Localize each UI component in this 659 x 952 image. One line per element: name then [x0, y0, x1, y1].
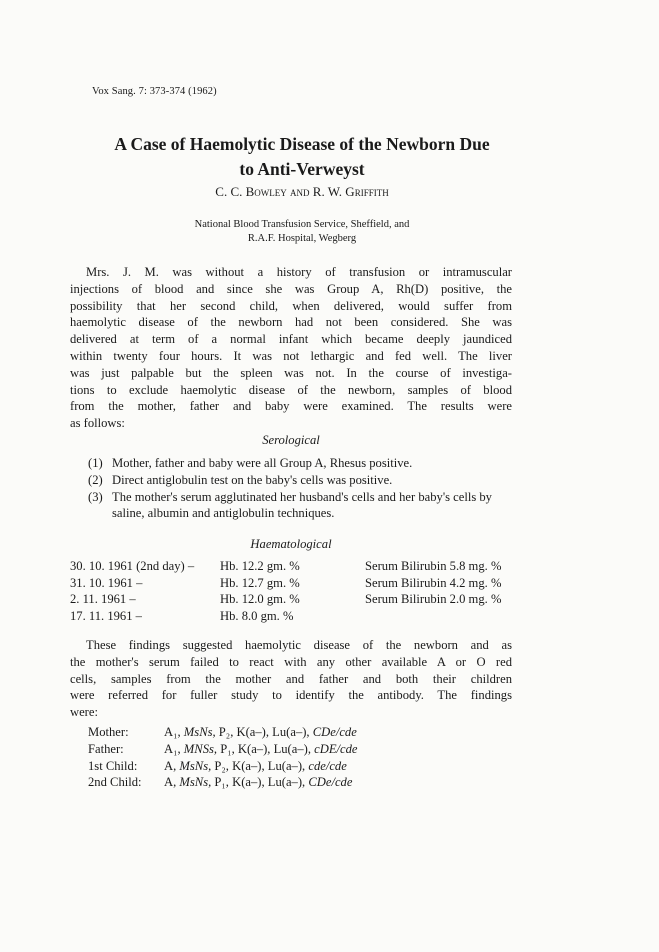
citation: Vox Sang. 7: 373-374 (1962): [92, 86, 217, 97]
p-group: P₁,: [214, 775, 229, 790]
mns-group: MsNs,: [183, 725, 216, 739]
rh-genotype: CDe/cde: [308, 775, 353, 790]
text-line: delivered at term of a normal infant which became deeply jaundiced: [70, 332, 512, 347]
hb-cell: Hb. 12.7 gm. %: [220, 575, 300, 590]
table-row: [70, 575, 520, 592]
subject-label: 1st Child:: [88, 758, 138, 773]
subject-label: 2nd Child:: [88, 775, 142, 790]
article-title: [92, 132, 512, 182]
date-cell: 30. 10. 1961 (2nd day) –: [70, 559, 195, 573]
haematological-heading: Haematological: [250, 537, 332, 551]
text-line: was just palpable but the spleen was not. In the course of investiga-: [70, 365, 512, 380]
table-row: [70, 608, 520, 625]
blood-group-row: [88, 758, 358, 775]
bilirubin-cell: Serum Bilirubin 2.0 mg. %: [365, 592, 502, 606]
blood-group-row: [88, 724, 358, 741]
findings-paragraph: [70, 637, 512, 721]
rh-genotype: CDe/cde: [312, 725, 357, 739]
text-line: within twenty four hours. It was not lethargic and fed well. The liver: [70, 348, 512, 363]
rh-genotype: cDE/cde: [314, 741, 358, 756]
intro-paragraph: [70, 264, 512, 432]
list-item: [88, 489, 512, 523]
list-item: [88, 455, 512, 472]
p-group: P₁,: [220, 741, 235, 756]
text-line: possibility that her second child, when delivered, would suffer from: [70, 298, 512, 313]
date-cell: 17. 11. 1961 –: [70, 608, 142, 623]
blood-group-results: [88, 724, 358, 791]
list-number: (3): [88, 489, 103, 504]
text-line: were:: [70, 705, 98, 720]
affiliation: [92, 218, 512, 246]
text-line: haemolytic disease of the newborn had not been considered. She was: [70, 315, 512, 330]
abo-group: A,: [164, 758, 177, 773]
list-item: [88, 472, 512, 489]
text-line: These findings suggested haemolytic disease of the newborn and as: [86, 638, 512, 652]
table-row: [70, 558, 520, 575]
affiliation-line-2: R.A.F. Hospital, Wegberg: [247, 233, 357, 244]
list-number: (1): [88, 456, 103, 470]
p-group: P₂,: [214, 758, 229, 773]
date-cell: 2. 11. 1961 –: [70, 592, 136, 606]
title-line-2: to Anti-Verweyst: [239, 159, 365, 179]
serological-heading: Serological: [262, 433, 320, 447]
serological-list: [88, 455, 512, 522]
hb-cell: Hb. 8.0 gm. %: [220, 608, 294, 623]
list-number: (2): [88, 472, 103, 487]
abo-group: A,: [164, 775, 177, 790]
hb-cell: Hb. 12.2 gm. %: [220, 559, 300, 573]
kell-lutheran: K(a–), Lu(a–),: [236, 725, 310, 739]
text-line: as follows:: [70, 416, 125, 431]
mns-group: MsNs,: [179, 758, 212, 773]
date-cell: 31. 10. 1961 –: [70, 575, 143, 590]
bilirubin-cell: [365, 608, 520, 625]
subject-label: Father:: [88, 741, 124, 756]
list-text: Mother, father and baby were all Group A, Rhesus positive.: [112, 456, 413, 470]
blood-group-row: [88, 741, 358, 758]
list-text: Direct antiglobulin test on the baby's cells was positive.: [112, 472, 393, 487]
bilirubin-cell: Serum Bilirubin 4.2 mg. %: [365, 575, 502, 590]
affiliation-line-1: National Blood Transfusion Service, Sheffield, and: [194, 219, 410, 230]
abo-group: A₁,: [164, 725, 181, 739]
subject-label: Mother:: [88, 725, 129, 739]
bilirubin-cell: Serum Bilirubin 5.8 mg. %: [365, 559, 502, 573]
text-line: Mrs. J. M. was without a history of transfusion or intramuscular: [86, 265, 512, 279]
list-text: The mother's serum agglutinated her husband's cells and her baby's cells by saline, albumin and antiglobulin techniques.: [112, 489, 492, 521]
rh-genotype: cde/cde: [308, 758, 347, 773]
kell-lutheran: K(a–), Lu(a–),: [232, 758, 306, 773]
blood-group-row: [88, 774, 358, 791]
text-line: from the mother, father and baby were examined. The results were: [70, 399, 512, 414]
mns-group: MsNs,: [179, 775, 212, 790]
text-line: were referred for fuller study to identify the antibody. The findings: [70, 688, 512, 703]
kell-lutheran: K(a–), Lu(a–),: [237, 741, 311, 756]
text-line: injections of blood and since she was Group A, Rh(D) positive, the: [70, 281, 512, 296]
text-line: the mother's serum failed to react with any other available A or O red: [70, 654, 512, 669]
authors: C. C. Bowley and R. W. Griffith: [215, 184, 389, 199]
kell-lutheran: K(a–), Lu(a–),: [232, 775, 306, 790]
mns-group: MNSs,: [183, 741, 218, 756]
p-group: P₂,: [218, 725, 234, 739]
text-line: cells, samples from the mother and father and both their children: [70, 671, 512, 686]
haematological-table: [70, 558, 520, 624]
table-row: [70, 591, 520, 608]
text-line: tions to exclude haemolytic disease of the newborn, samples of blood: [70, 382, 512, 397]
abo-group: A₁,: [164, 741, 181, 756]
title-line-1: A Case of Haemolytic Disease of the Newborn Due: [114, 134, 490, 154]
hb-cell: Hb. 12.0 gm. %: [220, 592, 300, 606]
